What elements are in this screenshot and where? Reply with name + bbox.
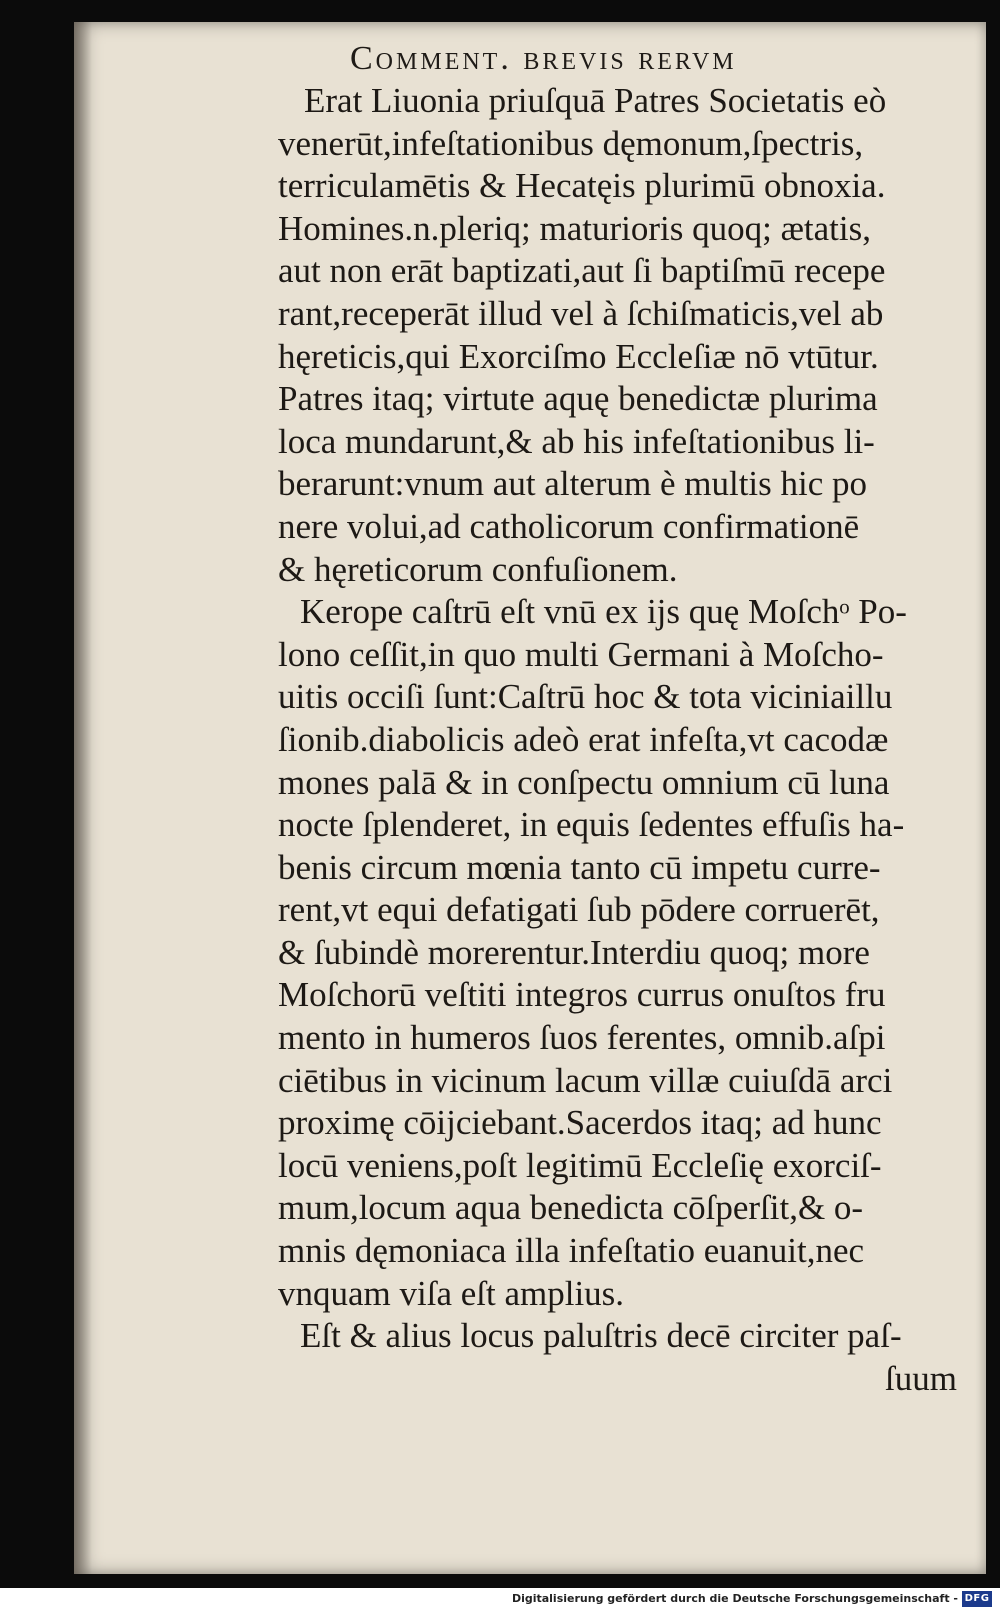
text-line: & ſubindè morerentur.Interdiu quoq; more <box>278 932 870 972</box>
text-line: nocte ſplenderet, in equis ſedentes effuſis ha- <box>278 805 905 845</box>
text-line: Kerope caſtrū eſt vnū ex ijs quę Moſchᵒ Po- <box>300 592 907 632</box>
text-line: mnis dęmoniaca illa infeſtatio euanuit,nec <box>278 1231 865 1271</box>
text-line: mento in humeros ſuos ferentes, omnib.aſpi <box>278 1018 886 1058</box>
text-line: & hęreticorum confuſionem. <box>278 549 678 589</box>
text-line: terriculamētis & Hecatęis plurimū obnoxia. <box>278 166 886 206</box>
text-line: ciētibus in vicinum lacum villæ cuiuſdā arci <box>278 1060 893 1100</box>
text-line: rant,receperāt illud vel à ſchiſmaticis,vel ab <box>278 293 884 333</box>
digitization-footer <box>0 1588 1000 1611</box>
text-line: Eſt & alius locus paluſtris decē circiter paſ- <box>300 1316 902 1356</box>
text-line: Patres itaq; virtute aquę benedictæ plurima <box>278 379 878 419</box>
text-line: lono ceſſit,in quo multi Germani à Moſcho- <box>278 634 884 674</box>
dfg-logo-icon: DFG <box>962 1591 992 1607</box>
text-line: proximę cōijciebant.Sacerdos itaq; ad hunc <box>278 1103 882 1143</box>
text-line: mones palā & in conſpectu omnium cū luna <box>278 762 890 802</box>
text-line: loca mundarunt,& ab his infeſtationibus li- <box>278 421 875 461</box>
text-line: venerūt,infeſtationibus dęmonum,ſpectris, <box>278 123 864 163</box>
catchword: ſuum <box>885 1358 957 1398</box>
text-line: aut non erāt baptizati,aut ſi baptiſmū recepe <box>278 251 886 291</box>
page-gutter-shadow <box>74 22 92 1574</box>
text-line: Erat Liuonia priuſquā Patres Societatis eò <box>304 81 887 120</box>
text-line: rent,vt equi defatigati ſub pōdere corruerēt, <box>278 890 880 930</box>
text-line: nere volui,ad catholicorum confirmationē <box>278 506 860 546</box>
text-line: benis circum mœnia tanto cū impetu curre- <box>278 847 881 887</box>
text-line: vnquam viſa eſt amplius. <box>278 1273 625 1313</box>
text-line: ſionib.diabolicis adeò erat infeſta,vt cacodæ <box>278 719 889 759</box>
text-line: Moſchorū veſtiti integros currus onuſtos fru <box>278 975 886 1015</box>
text-line: berarunt:vnum aut alterum è multis hic po <box>278 464 868 504</box>
funding-credit: Digitalisierung gefördert durch die Deutsche Forschungsgemeinschaft - <box>511 1592 958 1605</box>
text-line: hęreticis,qui Exorciſmo Eccleſiæ nō vtūtur. <box>278 336 879 376</box>
text-line: uitis occiſi ſunt:Caſtrū hoc & tota viciniaillu <box>278 677 893 717</box>
text-line: locū veniens,poſt legitimū Eccleſię exorciſ- <box>278 1145 882 1185</box>
text-line: Homines.n.pleriq; maturioris quoq; ætatis, <box>278 208 872 248</box>
text-line: mum,locum aqua benedicta cōſperſit,& o- <box>278 1188 864 1228</box>
body-text <box>278 80 963 1400</box>
running-head: Comment. brevis rervm <box>350 40 737 77</box>
